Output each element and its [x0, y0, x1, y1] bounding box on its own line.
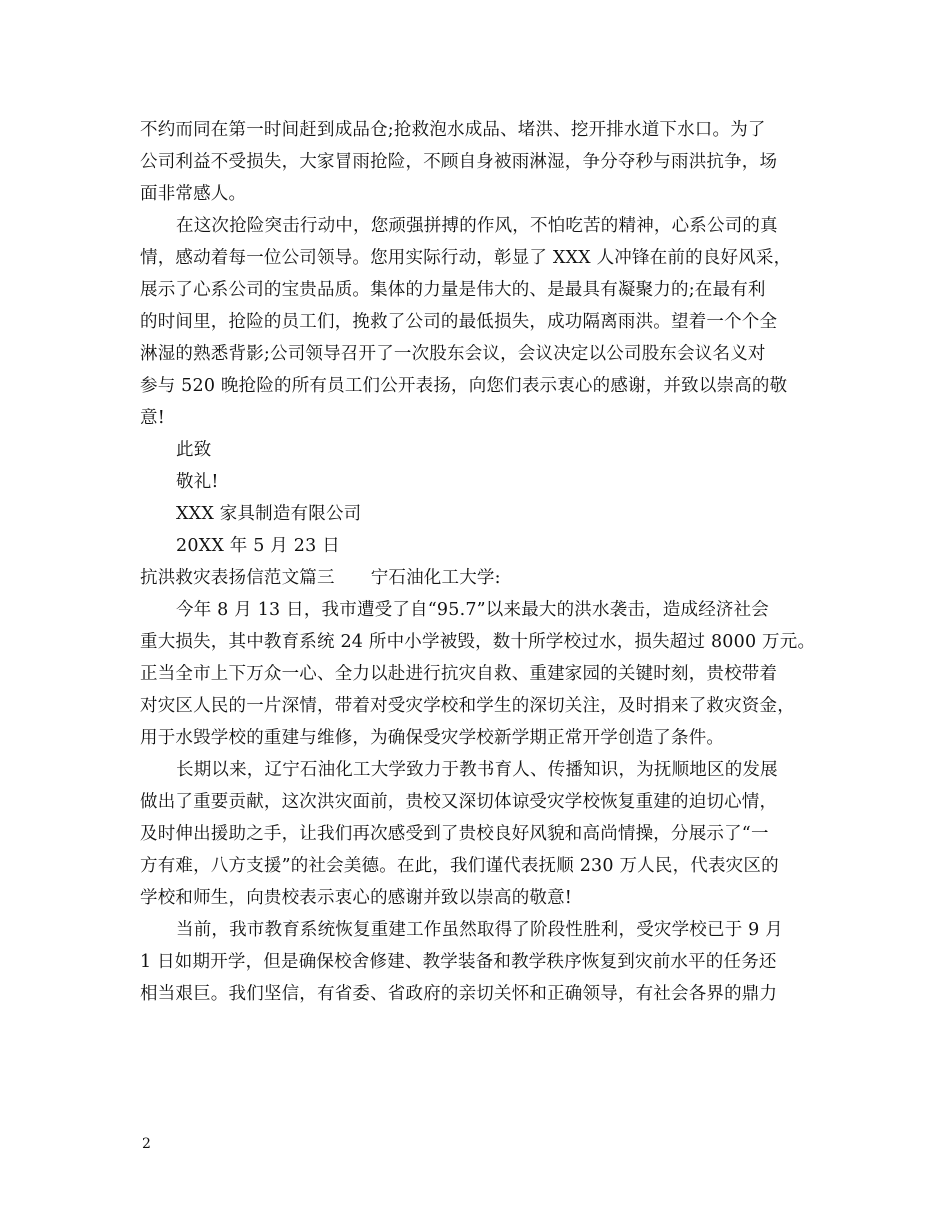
closing-regards: 敬礼!: [176, 472, 219, 492]
text-line: 意!: [140, 408, 165, 428]
text-line: 参与 520 晚抢险的所有员工们公开表扬，向您们表示衷心的感谢，并致以崇高的敬: [140, 376, 788, 396]
text-line: 情，感动着每一位公司领导。您用实际行动，彰显了 XXX 人冲锋在前的良好风采，: [140, 248, 792, 268]
text-line: 在这次抢险突击行动中，您顽强拼搏的作风，不怕吃苦的精神，心系公司的真: [176, 216, 778, 236]
text-line: 学校和师生，向贵校表示衷心的感谢并致以崇高的敬意!: [140, 888, 573, 908]
text-line: 重大损失，其中教育系统 24 所中小学被毁，数十所学校过水，损失超过 8000 万元。: [140, 632, 816, 652]
text-line: 长期以来，辽宁石油化工大学致力于教书育人、传播知识，为抚顺地区的发展: [176, 760, 778, 780]
section-heading: [140, 562, 830, 594]
text-line: 淋湿的熟悉背影;公司领导召开了一次股东会议，会议决定以公司股东会议名义对: [140, 344, 766, 364]
text-line: 正当全市上下万众一心、全力以赴进行抗灾自救、重建家园的关键时刻，贵校带着: [140, 664, 778, 684]
closing-salutation: 此致: [176, 440, 212, 460]
text-line: 展示了心系公司的宝贵品质。集体的力量是伟大的、是最具有凝聚力的;在最有利: [140, 280, 766, 300]
text-line: 相当艰巨。我们坚信，有省委、省政府的亲切关怀和正确领导，有社会各界的鼎力: [140, 984, 778, 1004]
text-line: 方有难，八方支援”的社会美德。在此，我们谨代表抚顺 230 万人民，代表灾区的: [140, 856, 779, 876]
document-body: [140, 114, 830, 1010]
text-line: 用于水毁学校的重建与维修，为确保受灾学校新学期正常开学创造了条件。: [140, 728, 725, 748]
text-line: 当前，我市教育系统恢复重建工作虽然取得了阶段性胜利，受灾学校已于 9 月: [176, 920, 783, 940]
letter-recipient: 宁石油化工大学:: [370, 568, 501, 588]
text-line: 不约而同在第一时间赶到成品仓;抢救泡水成品、堵洪、挖开排水道下水口。为了: [140, 120, 766, 140]
signature-company: XXX 家具制造有限公司: [176, 504, 362, 524]
signature-date: 20XX 年 5 月 23 日: [176, 536, 340, 556]
text-line: 的时间里，抢险的员工们，挽救了公司的最低损失，成功隔离雨洪。望着一个个全: [140, 312, 778, 332]
text-line: 公司利益不受损失，大家冒雨抢险，不顾自身被雨淋湿，争分夺秒与雨洪抗争，场: [140, 152, 778, 172]
text-line: 对灾区人民的一片深情，带着对受灾学校和学生的深切关注，及时捐来了救灾资金，: [140, 696, 795, 716]
text-line: 今年 8 月 13 日，我市遭受了自“95.7”以来最大的洪水袭击，造成经济社会: [176, 600, 770, 620]
section-title: 抗洪救灾表扬信范文篇三: [140, 568, 335, 588]
text-line: 及时伸出援助之手，让我们再次感受到了贵校良好风貌和高尚情操，分展示了“一: [140, 824, 769, 844]
page-number: 2: [142, 1136, 151, 1152]
text-line: 做出了重要贡献，这次洪灾面前，贵校又深切体谅受灾学校恢复重建的迫切心情，: [140, 792, 778, 812]
text-line: 1 日如期开学，但是确保校舍修建、教学装备和教学秩序恢复到灾前水平的任务还: [140, 952, 777, 972]
text-line: 面非常感人。: [140, 184, 247, 204]
